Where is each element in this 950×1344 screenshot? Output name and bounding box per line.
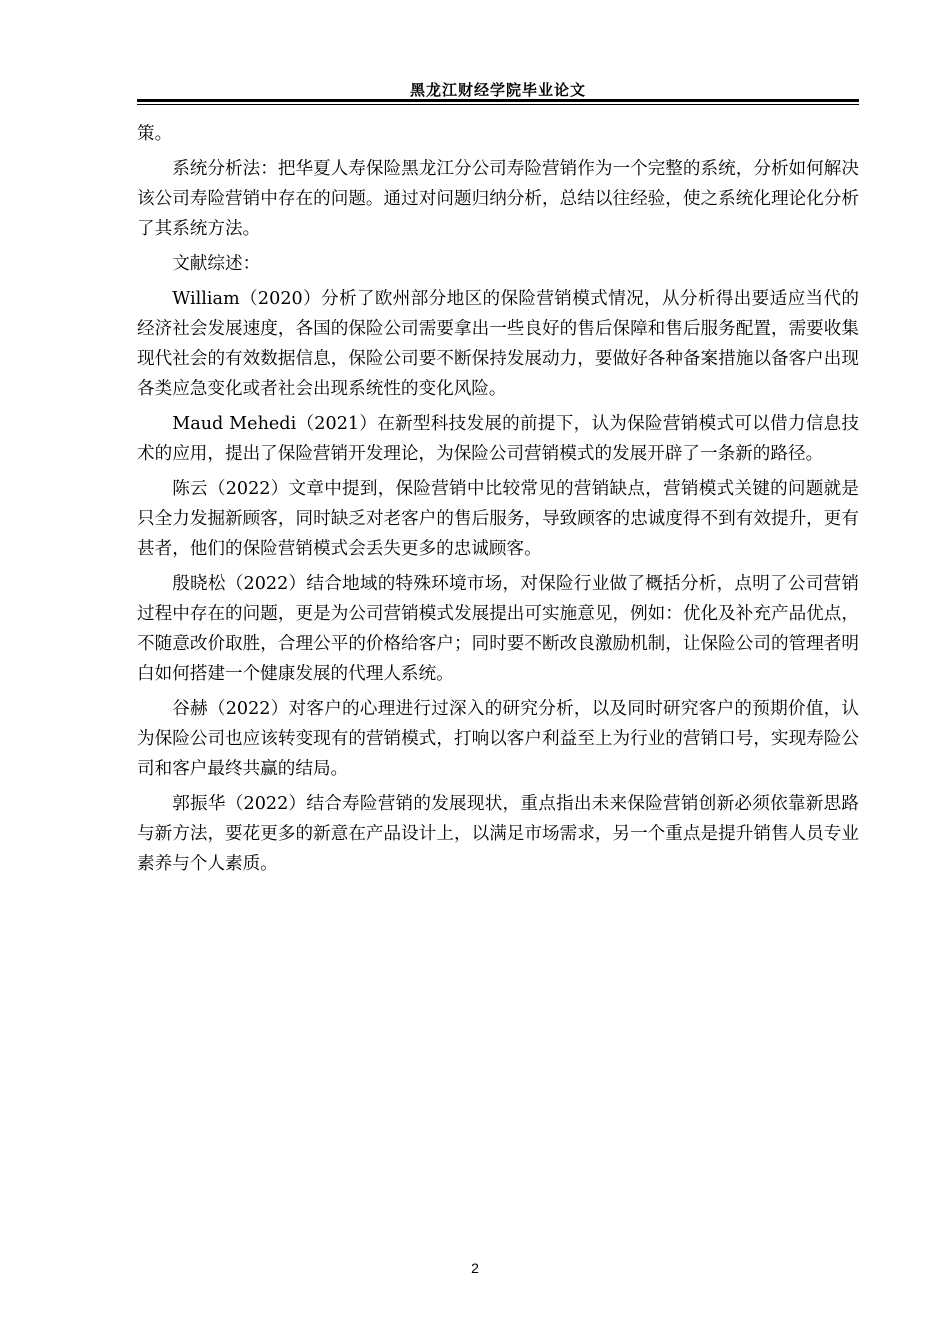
paragraph-william: William（2020）分析了欧州部分地区的保险营销模式情况，从分析得出要适应当代的经济社会发展速度，各国的保险公司需要拿出一些良好的售后保障和售后服务配置，需要收集现代社会的有效数据信息，保险公司要不断保持发展动力，要做好各种备案措施以备客户出现各类应急变化或者社会出现系统性的变化风险。 (137, 289, 859, 399)
paragraph-continuation: 策。 (137, 124, 173, 144)
paragraph-maud-mehedi: Maud Mehedi（2021）在新型科技发展的前提下，认为保险营销模式可以借力信息技术的应用，提出了保险营销开发理论，为保险公司营销模式的发展开辟了一条新的路径。 (137, 414, 859, 464)
header-rule-thin (137, 104, 859, 105)
header-rule-thick (137, 99, 859, 102)
paragraph-chen-yun: 陈云（2022）文章中提到，保险营销中比较常见的营销缺点，营销模式关键的问题就是只全力发掘新顾客，同时缺乏对老客户的售后服务，导致顾客的忠诚度得不到有效提升，更有甚者，他们的保险营销模式会丢失更多的忠诚顾客。 (137, 479, 859, 559)
paragraph-system-analysis: 系统分析法：把华夏人寿保险黑龙江分公司寿险营销作为一个完整的系统，分析如何解决该公司寿险营销中存在的问题。通过对问题归纳分析，总结以往经验，使之系统化理论化分析了其系统方法。 (137, 159, 859, 239)
paragraph-guo-zhenhua: 郭振华（2022）结合寿险营销的发展现状，重点指出未来保险营销创新必须依靠新思路与新方法，要花更多的新意在产品设计上，以满足市场需求，另一个重点是提升销售人员专业素养与个人素质。 (137, 794, 859, 874)
paragraph-literature-review-heading: 文献综述： (172, 254, 261, 274)
page-number: 2 (471, 1260, 479, 1276)
paragraph-gu-he: 谷赫（2022）对客户的心理进行过深入的研究分析，以及同时研究客户的预期价值，认为保险公司也应该转变现有的营销模式，打响以客户利益至上为行业的营销口号，实现寿险公司和客户最终共赢的结局。 (137, 699, 859, 779)
body-text (137, 119, 859, 884)
page-header-title: 黑龙江财经学院毕业论文 (409, 81, 586, 99)
paragraph-yin-xiaosong: 殷晓松（2022）结合地域的特殊环境市场，对保险行业做了概括分析，点明了公司营销过程中存在的问题，更是为公司营销模式发展提出可实施意见，例如：优化及补充产品优点，不随意改价取胜，合理公平的价格给客户；同时要不断改良激励机制，让保险公司的管理者明白如何搭建一个健康发展的代理人系统。 (137, 574, 859, 684)
